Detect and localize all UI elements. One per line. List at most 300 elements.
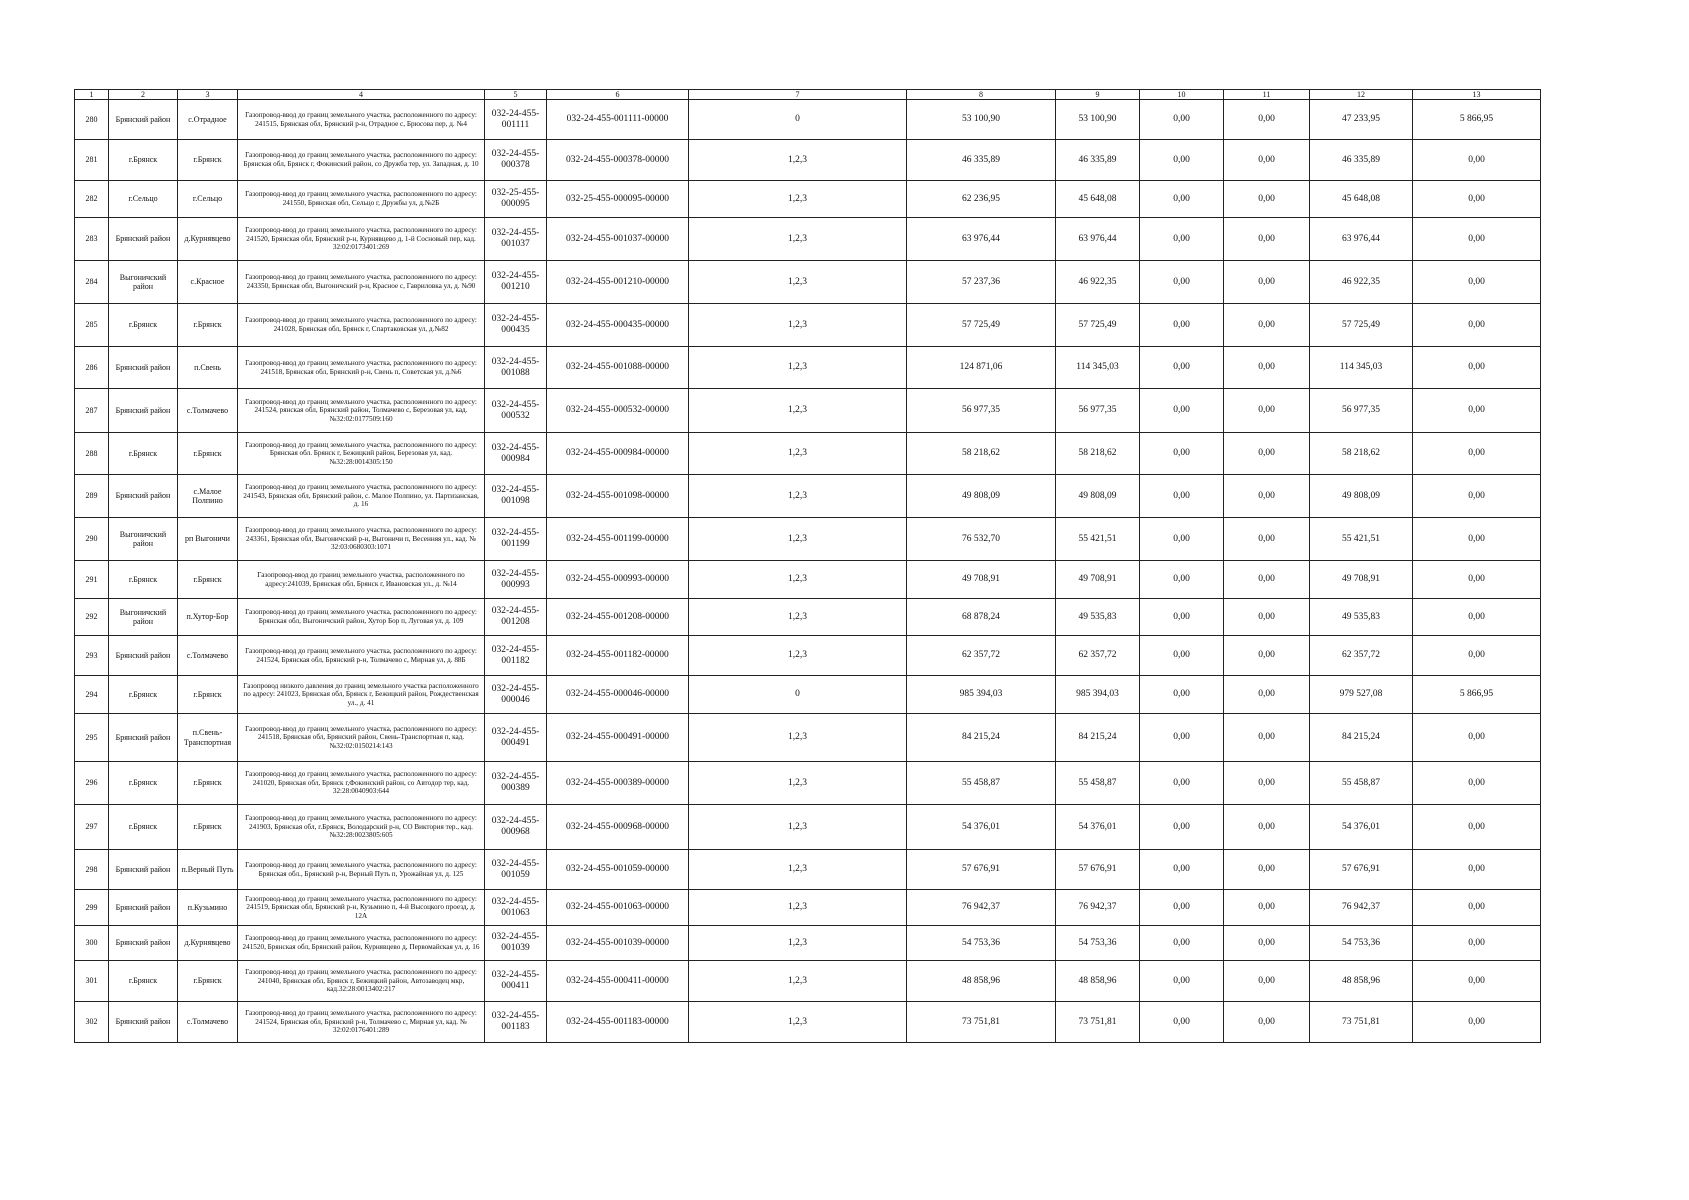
amount-cell: 0,00 bbox=[1413, 347, 1541, 389]
amount-cell: 49 808,09 bbox=[1310, 475, 1413, 518]
settlement-cell: г.Брянск bbox=[178, 805, 238, 850]
settlement-cell: рп Выгоничи bbox=[178, 518, 238, 561]
object-address-cell: Газопровод-ввод до границ земельного участка, расположенного по адресу: 241520, Брянская обл, Брянский р-н, Курнявцево д, 1-й Сосновый пер, кад. 32:02:0173401:269 bbox=[238, 218, 485, 261]
amount-cell: 0,00 bbox=[1140, 100, 1224, 140]
object-code-cell: 032-24-455-000411-00000 bbox=[547, 961, 689, 1002]
amount-cell: 0,00 bbox=[1413, 1002, 1541, 1043]
object-address-cell: Газопровод-ввод до границ земельного участка, расположенного по адресу: 241518, Брянская обл, Брянский р-н, Свень п, Советская ул, д.№6 bbox=[238, 347, 485, 389]
table-row bbox=[75, 926, 1541, 961]
amount-cell: 84 215,24 bbox=[1056, 714, 1140, 762]
row-number-cell: 280 bbox=[75, 100, 109, 140]
table-row bbox=[75, 218, 1541, 261]
settlement-cell: п.Хутор-Бор bbox=[178, 599, 238, 636]
amount-cell: 0,00 bbox=[1140, 714, 1224, 762]
table-row bbox=[75, 100, 1541, 140]
amount-cell: 56 977,35 bbox=[907, 389, 1056, 433]
object-code-cell: 032-24-455-000378-00000 bbox=[547, 140, 689, 181]
amount-cell: 0,00 bbox=[1224, 762, 1310, 805]
row-number-cell: 294 bbox=[75, 676, 109, 714]
amount-cell: 54 376,01 bbox=[907, 805, 1056, 850]
amount-cell: 0,00 bbox=[1140, 475, 1224, 518]
object-code-cell: 032-24-455-001208-00000 bbox=[547, 599, 689, 636]
amount-cell: 49 535,83 bbox=[1310, 599, 1413, 636]
amount-cell: 57 676,91 bbox=[1310, 850, 1413, 890]
amount-cell: 57 725,49 bbox=[1056, 304, 1140, 347]
amount-cell: 0,00 bbox=[1140, 140, 1224, 181]
row-number-cell: 298 bbox=[75, 850, 109, 890]
amount-cell: 54 376,01 bbox=[1056, 805, 1140, 850]
district-cell: г.Брянск bbox=[109, 762, 178, 805]
amount-cell: 0,00 bbox=[1224, 389, 1310, 433]
district-cell: г.Сельцо bbox=[109, 181, 178, 218]
table-row bbox=[75, 636, 1541, 676]
object-code-cell: 032-24-455-001063-00000 bbox=[547, 890, 689, 926]
inventory-number-cell: 032-24-455-001039 bbox=[485, 926, 547, 961]
object-address-cell: Газопровод-ввод до границ земельного участка, расположенного по адресу: 243361, Брянская обл, Выгоничский р-н, Выгоничи п, Весенняя ул., кад. № 32:03:0680303:1071 bbox=[238, 518, 485, 561]
amount-cell: 73 751,81 bbox=[907, 1002, 1056, 1043]
amount-cell: 0,00 bbox=[1413, 140, 1541, 181]
row-number-cell: 283 bbox=[75, 218, 109, 261]
category-cell: 1,2,3 bbox=[689, 714, 907, 762]
district-cell: Брянский район bbox=[109, 1002, 178, 1043]
amount-cell: 76 942,37 bbox=[1310, 890, 1413, 926]
inventory-number-cell: 032-24-455-001059 bbox=[485, 850, 547, 890]
settlement-cell: г.Сельцо bbox=[178, 181, 238, 218]
object-code-cell: 032-24-455-000435-00000 bbox=[547, 304, 689, 347]
district-cell: Брянский район bbox=[109, 100, 178, 140]
row-number-cell: 289 bbox=[75, 475, 109, 518]
column-header: 1 bbox=[75, 90, 109, 100]
district-cell: Брянский район bbox=[109, 926, 178, 961]
row-number-cell: 297 bbox=[75, 805, 109, 850]
object-address-cell: Газопровод-ввод до границ земельного участка, расположенного по адресу: 241524, Брянская обл, Брянский р-н, Толмачево с, Мирная ул, кад. № 32:02:0176401:289 bbox=[238, 1002, 485, 1043]
table-row bbox=[75, 140, 1541, 181]
object-address-cell: Газопровод-ввод до границ земельного участка, расположенного по адресу: Брянская обл., Брянский р-н, Верный Путь п, Урожайная ул, д. 125 bbox=[238, 850, 485, 890]
amount-cell: 57 725,49 bbox=[1310, 304, 1413, 347]
district-cell: Выгоничский район bbox=[109, 518, 178, 561]
category-cell: 1,2,3 bbox=[689, 1002, 907, 1043]
amount-cell: 0,00 bbox=[1413, 961, 1541, 1002]
inventory-number-cell: 032-24-455-001199 bbox=[485, 518, 547, 561]
amount-cell: 45 648,08 bbox=[1310, 181, 1413, 218]
category-cell: 1,2,3 bbox=[689, 475, 907, 518]
table-row bbox=[75, 261, 1541, 304]
row-number-cell: 291 bbox=[75, 561, 109, 599]
table-row bbox=[75, 181, 1541, 218]
amount-cell: 0,00 bbox=[1140, 1002, 1224, 1043]
amount-cell: 46 922,35 bbox=[1310, 261, 1413, 304]
inventory-number-cell: 032-24-455-000046 bbox=[485, 676, 547, 714]
amount-cell: 49 708,91 bbox=[1310, 561, 1413, 599]
amount-cell: 62 357,72 bbox=[907, 636, 1056, 676]
inventory-number-cell: 032-24-455-001210 bbox=[485, 261, 547, 304]
column-header: 5 bbox=[485, 90, 547, 100]
object-address-cell: Газопровод-ввод до границ земельного участка, расположенного по адресу:241039, Брянская обл, Брянск г, Ивановская ул., д. №14 bbox=[238, 561, 485, 599]
table-row bbox=[75, 762, 1541, 805]
table-row bbox=[75, 475, 1541, 518]
amount-cell: 56 977,35 bbox=[1056, 389, 1140, 433]
category-cell: 1,2,3 bbox=[689, 140, 907, 181]
object-address-cell: Газопровод-ввод до границ земельного участка, расположенного по адресу: 241524, рянская обл, Брянский район, Толмачево с, Березовая ул, кад. №32:02:0177509:160 bbox=[238, 389, 485, 433]
amount-cell: 0,00 bbox=[1140, 961, 1224, 1002]
object-address-cell: Газопровод-ввод до границ земельного участка, расположенного по адресу: 241543, Брянская обл, Брянский район, с. Малое Полпино, ул. Партизанская, д. 16 bbox=[238, 475, 485, 518]
category-cell: 1,2,3 bbox=[689, 347, 907, 389]
category-cell: 1,2,3 bbox=[689, 961, 907, 1002]
amount-cell: 0,00 bbox=[1224, 518, 1310, 561]
table-row bbox=[75, 599, 1541, 636]
object-code-cell: 032-24-455-000389-00000 bbox=[547, 762, 689, 805]
amount-cell: 63 976,44 bbox=[1056, 218, 1140, 261]
category-cell: 1,2,3 bbox=[689, 890, 907, 926]
row-number-cell: 290 bbox=[75, 518, 109, 561]
object-code-cell: 032-25-455-000095-00000 bbox=[547, 181, 689, 218]
object-address-cell: Газопровод-ввод до границ земельного участка, расположенного по адресу: 241519, Брянская обл, Брянский р-н, Кузьмино п, 4-й Высоцкого проезд, д. 12А bbox=[238, 890, 485, 926]
inventory-number-cell: 032-24-455-001208 bbox=[485, 599, 547, 636]
row-number-cell: 281 bbox=[75, 140, 109, 181]
amount-cell: 0,00 bbox=[1413, 304, 1541, 347]
amount-cell: 0,00 bbox=[1413, 261, 1541, 304]
settlement-cell: с.Малое Полпино bbox=[178, 475, 238, 518]
amount-cell: 48 858,96 bbox=[1056, 961, 1140, 1002]
amount-cell: 0,00 bbox=[1413, 636, 1541, 676]
amount-cell: 49 708,91 bbox=[1056, 561, 1140, 599]
amount-cell: 55 458,87 bbox=[907, 762, 1056, 805]
inventory-number-cell: 032-24-455-001098 bbox=[485, 475, 547, 518]
amount-cell: 57 676,91 bbox=[907, 850, 1056, 890]
amount-cell: 0,00 bbox=[1413, 850, 1541, 890]
object-code-cell: 032-24-455-000491-00000 bbox=[547, 714, 689, 762]
settlement-cell: г.Брянск bbox=[178, 140, 238, 181]
inventory-number-cell: 032-24-455-000389 bbox=[485, 762, 547, 805]
amount-cell: 0,00 bbox=[1224, 850, 1310, 890]
table-body bbox=[75, 100, 1541, 1043]
settlement-cell: г.Брянск bbox=[178, 561, 238, 599]
object-code-cell: 032-24-455-001098-00000 bbox=[547, 475, 689, 518]
object-code-cell: 032-24-455-001037-00000 bbox=[547, 218, 689, 261]
settlement-cell: с.Толмачево bbox=[178, 636, 238, 676]
column-header: 9 bbox=[1056, 90, 1140, 100]
settlement-cell: д.Курнявцево bbox=[178, 218, 238, 261]
inventory-number-cell: 032-25-455-000095 bbox=[485, 181, 547, 218]
row-number-cell: 300 bbox=[75, 926, 109, 961]
object-code-cell: 032-24-455-000984-00000 bbox=[547, 433, 689, 475]
amount-cell: 49 535,83 bbox=[1056, 599, 1140, 636]
amount-cell: 55 421,51 bbox=[1056, 518, 1140, 561]
inventory-number-cell: 032-24-455-001183 bbox=[485, 1002, 547, 1043]
object-code-cell: 032-24-455-001199-00000 bbox=[547, 518, 689, 561]
district-cell: Брянский район bbox=[109, 850, 178, 890]
district-cell: Брянский район bbox=[109, 714, 178, 762]
amount-cell: 0,00 bbox=[1224, 475, 1310, 518]
amount-cell: 49 708,91 bbox=[907, 561, 1056, 599]
amount-cell: 0,00 bbox=[1413, 599, 1541, 636]
object-code-cell: 032-24-455-001111-00000 bbox=[547, 100, 689, 140]
inventory-number-cell: 032-24-455-001063 bbox=[485, 890, 547, 926]
amount-cell: 46 335,89 bbox=[907, 140, 1056, 181]
amount-cell: 0,00 bbox=[1140, 433, 1224, 475]
amount-cell: 0,00 bbox=[1413, 389, 1541, 433]
amount-cell: 45 648,08 bbox=[1056, 181, 1140, 218]
table-row bbox=[75, 676, 1541, 714]
amount-cell: 0,00 bbox=[1140, 347, 1224, 389]
district-cell: Брянский район bbox=[109, 636, 178, 676]
amount-cell: 84 215,24 bbox=[1310, 714, 1413, 762]
object-address-cell: Газопровод-ввод до границ земельного участка, расположенного по адресу: 243350, Брянская обл, Выгоничский р-н, Красное с, Гавриловка ул, д. №90 bbox=[238, 261, 485, 304]
table-row bbox=[75, 1002, 1541, 1043]
column-header: 12 bbox=[1310, 90, 1413, 100]
inventory-number-cell: 032-24-455-001182 bbox=[485, 636, 547, 676]
object-code-cell: 032-24-455-000046-00000 bbox=[547, 676, 689, 714]
amount-cell: 0,00 bbox=[1413, 926, 1541, 961]
settlement-cell: п.Свень-Транспортная bbox=[178, 714, 238, 762]
amount-cell: 53 100,90 bbox=[907, 100, 1056, 140]
inventory-number-cell: 032-24-455-000378 bbox=[485, 140, 547, 181]
amount-cell: 5 866,95 bbox=[1413, 100, 1541, 140]
row-number-cell: 288 bbox=[75, 433, 109, 475]
amount-cell: 57 676,91 bbox=[1056, 850, 1140, 890]
document-page bbox=[74, 89, 1540, 1043]
row-number-cell: 293 bbox=[75, 636, 109, 676]
district-cell: г.Брянск bbox=[109, 961, 178, 1002]
amount-cell: 47 233,95 bbox=[1310, 100, 1413, 140]
amount-cell: 49 808,09 bbox=[1056, 475, 1140, 518]
amount-cell: 0,00 bbox=[1140, 599, 1224, 636]
category-cell: 1,2,3 bbox=[689, 518, 907, 561]
amount-cell: 0,00 bbox=[1140, 926, 1224, 961]
amount-cell: 56 977,35 bbox=[1310, 389, 1413, 433]
amount-cell: 0,00 bbox=[1413, 805, 1541, 850]
amount-cell: 63 976,44 bbox=[1310, 218, 1413, 261]
amount-cell: 114 345,03 bbox=[1056, 347, 1140, 389]
amount-cell: 53 100,90 bbox=[1056, 100, 1140, 140]
district-cell: г.Брянск bbox=[109, 561, 178, 599]
table-row bbox=[75, 518, 1541, 561]
settlement-cell: п.Свень bbox=[178, 347, 238, 389]
amount-cell: 979 527,08 bbox=[1310, 676, 1413, 714]
amount-cell: 54 376,01 bbox=[1310, 805, 1413, 850]
column-header: 2 bbox=[109, 90, 178, 100]
object-address-cell: Газопровод-ввод до границ земельного участка, расположенного по адресу: Брянская обл, Брянск г, Фокинский район, со Дружба тер, ул. Западная, д. 10 bbox=[238, 140, 485, 181]
table-row bbox=[75, 890, 1541, 926]
amount-cell: 0,00 bbox=[1413, 714, 1541, 762]
amount-cell: 0,00 bbox=[1224, 1002, 1310, 1043]
amount-cell: 0,00 bbox=[1413, 433, 1541, 475]
column-header: 10 bbox=[1140, 90, 1224, 100]
category-cell: 1,2,3 bbox=[689, 926, 907, 961]
district-cell: Брянский район bbox=[109, 218, 178, 261]
amount-cell: 0,00 bbox=[1224, 890, 1310, 926]
amount-cell: 0,00 bbox=[1224, 100, 1310, 140]
table-row bbox=[75, 433, 1541, 475]
inventory-number-cell: 032-24-455-001037 bbox=[485, 218, 547, 261]
inventory-number-cell: 032-24-455-001088 bbox=[485, 347, 547, 389]
table-row bbox=[75, 714, 1541, 762]
inventory-number-cell: 032-24-455-000968 bbox=[485, 805, 547, 850]
amount-cell: 0,00 bbox=[1140, 304, 1224, 347]
amount-cell: 0,00 bbox=[1224, 676, 1310, 714]
table-row bbox=[75, 389, 1541, 433]
object-address-cell: Газопровод-ввод до границ земельного участка, расположенного по адресу: 241040, Брянская обл, Брянск г, Бежицкий район, Автозаводец мкр, кад.32:28:0013402:217 bbox=[238, 961, 485, 1002]
row-number-cell: 287 bbox=[75, 389, 109, 433]
object-code-cell: 032-24-455-000532-00000 bbox=[547, 389, 689, 433]
amount-cell: 0,00 bbox=[1413, 181, 1541, 218]
column-header: 13 bbox=[1413, 90, 1541, 100]
district-cell: Брянский район bbox=[109, 347, 178, 389]
category-cell: 1,2,3 bbox=[689, 762, 907, 805]
district-cell: Брянский район bbox=[109, 475, 178, 518]
row-number-cell: 299 bbox=[75, 890, 109, 926]
row-number-cell: 286 bbox=[75, 347, 109, 389]
category-cell: 1,2,3 bbox=[689, 850, 907, 890]
amount-cell: 48 858,96 bbox=[1310, 961, 1413, 1002]
table-row bbox=[75, 561, 1541, 599]
settlement-cell: с.Толмачево bbox=[178, 389, 238, 433]
amount-cell: 0,00 bbox=[1224, 805, 1310, 850]
table-row bbox=[75, 347, 1541, 389]
category-cell: 1,2,3 bbox=[689, 561, 907, 599]
amount-cell: 46 335,89 bbox=[1310, 140, 1413, 181]
table-row bbox=[75, 961, 1541, 1002]
category-cell: 1,2,3 bbox=[689, 805, 907, 850]
district-cell: г.Брянск bbox=[109, 433, 178, 475]
district-cell: Брянский район bbox=[109, 389, 178, 433]
district-cell: г.Брянск bbox=[109, 676, 178, 714]
asset-register-table bbox=[74, 89, 1541, 1043]
amount-cell: 985 394,03 bbox=[907, 676, 1056, 714]
inventory-number-cell: 032-24-455-000435 bbox=[485, 304, 547, 347]
amount-cell: 0,00 bbox=[1140, 805, 1224, 850]
settlement-cell: г.Брянск bbox=[178, 676, 238, 714]
settlement-cell: с.Отрадное bbox=[178, 100, 238, 140]
amount-cell: 0,00 bbox=[1413, 762, 1541, 805]
settlement-cell: г.Брянск bbox=[178, 304, 238, 347]
column-header: 11 bbox=[1224, 90, 1310, 100]
table-row bbox=[75, 850, 1541, 890]
amount-cell: 76 942,37 bbox=[907, 890, 1056, 926]
amount-cell: 0,00 bbox=[1413, 518, 1541, 561]
amount-cell: 76 942,37 bbox=[1056, 890, 1140, 926]
district-cell: Брянский район bbox=[109, 890, 178, 926]
row-number-cell: 285 bbox=[75, 304, 109, 347]
settlement-cell: п.Кузьмино bbox=[178, 890, 238, 926]
inventory-number-cell: 032-24-455-000532 bbox=[485, 389, 547, 433]
amount-cell: 0,00 bbox=[1224, 261, 1310, 304]
object-code-cell: 032-24-455-001059-00000 bbox=[547, 850, 689, 890]
table-row bbox=[75, 805, 1541, 850]
object-address-cell: Газопровод-ввод до границ земельного участка, расположенного по адресу: Брянская обл, Выгоничский район, Хутор Бор п, Луговая ул, д. 109 bbox=[238, 599, 485, 636]
amount-cell: 0,00 bbox=[1140, 890, 1224, 926]
district-cell: г.Брянск bbox=[109, 304, 178, 347]
district-cell: г.Брянск bbox=[109, 140, 178, 181]
amount-cell: 0,00 bbox=[1413, 218, 1541, 261]
amount-cell: 55 421,51 bbox=[1310, 518, 1413, 561]
table-row bbox=[75, 304, 1541, 347]
amount-cell: 0,00 bbox=[1224, 961, 1310, 1002]
amount-cell: 124 871,06 bbox=[907, 347, 1056, 389]
amount-cell: 84 215,24 bbox=[907, 714, 1056, 762]
settlement-cell: п.Верный Путь bbox=[178, 850, 238, 890]
amount-cell: 0,00 bbox=[1224, 304, 1310, 347]
amount-cell: 0,00 bbox=[1413, 475, 1541, 518]
category-cell: 1,2,3 bbox=[689, 636, 907, 676]
amount-cell: 0,00 bbox=[1224, 561, 1310, 599]
amount-cell: 0,00 bbox=[1224, 714, 1310, 762]
amount-cell: 0,00 bbox=[1140, 181, 1224, 218]
amount-cell: 62 236,95 bbox=[907, 181, 1056, 218]
amount-cell: 0,00 bbox=[1224, 218, 1310, 261]
amount-cell: 58 218,62 bbox=[1056, 433, 1140, 475]
district-cell: Выгоничский район bbox=[109, 599, 178, 636]
amount-cell: 0,00 bbox=[1224, 347, 1310, 389]
amount-cell: 0,00 bbox=[1224, 140, 1310, 181]
inventory-number-cell: 032-24-455-000411 bbox=[485, 961, 547, 1002]
row-number-cell: 284 bbox=[75, 261, 109, 304]
column-header: 6 bbox=[547, 90, 689, 100]
row-number-cell: 302 bbox=[75, 1002, 109, 1043]
column-header: 3 bbox=[178, 90, 238, 100]
amount-cell: 0,00 bbox=[1140, 561, 1224, 599]
object-code-cell: 032-24-455-001182-00000 bbox=[547, 636, 689, 676]
settlement-cell: г.Брянск bbox=[178, 762, 238, 805]
amount-cell: 46 335,89 bbox=[1056, 140, 1140, 181]
amount-cell: 0,00 bbox=[1140, 676, 1224, 714]
amount-cell: 54 753,36 bbox=[907, 926, 1056, 961]
amount-cell: 0,00 bbox=[1413, 890, 1541, 926]
amount-cell: 0,00 bbox=[1140, 850, 1224, 890]
amount-cell: 0,00 bbox=[1140, 762, 1224, 805]
amount-cell: 985 394,03 bbox=[1056, 676, 1140, 714]
object-address-cell: Газопровод-ввод до границ земельного участка, расположенного по адресу: 241550, Брянская обл, Сельцо г, Дружбы ул, д.№2Б bbox=[238, 181, 485, 218]
column-header: 4 bbox=[238, 90, 485, 100]
category-cell: 1,2,3 bbox=[689, 389, 907, 433]
object-code-cell: 032-24-455-001210-00000 bbox=[547, 261, 689, 304]
amount-cell: 0,00 bbox=[1140, 389, 1224, 433]
category-cell: 1,2,3 bbox=[689, 218, 907, 261]
amount-cell: 62 357,72 bbox=[1056, 636, 1140, 676]
inventory-number-cell: 032-24-455-001111 bbox=[485, 100, 547, 140]
object-address-cell: Газопровод-ввод до границ земельного участка, расположенного по адресу: 241518, Брянская обл, Брянский район, Свень-Транспортная п, кад. №32:02:0150214:143 bbox=[238, 714, 485, 762]
amount-cell: 49 808,09 bbox=[907, 475, 1056, 518]
amount-cell: 68 878,24 bbox=[907, 599, 1056, 636]
amount-cell: 5 866,95 bbox=[1413, 676, 1541, 714]
amount-cell: 73 751,81 bbox=[1310, 1002, 1413, 1043]
category-cell: 0 bbox=[689, 100, 907, 140]
row-number-cell: 301 bbox=[75, 961, 109, 1002]
column-header: 7 bbox=[689, 90, 907, 100]
object-code-cell: 032-24-455-001183-00000 bbox=[547, 1002, 689, 1043]
settlement-cell: г.Брянск bbox=[178, 961, 238, 1002]
row-number-cell: 295 bbox=[75, 714, 109, 762]
object-address-cell: Газопровод-ввод до границ земельного участка, расположенного по адресу: 241524, Брянская обл, Брянский р-н, Толмачево с, Мирная ул, д. 88Б bbox=[238, 636, 485, 676]
amount-cell: 0,00 bbox=[1224, 599, 1310, 636]
object-address-cell: Газопровод-ввод до границ земельного участка, расположенного по адресу: Брянская обл. Брянск г, Бежицкий район, Березовая ул, кад. №32:28:0014305:150 bbox=[238, 433, 485, 475]
category-cell: 1,2,3 bbox=[689, 433, 907, 475]
amount-cell: 46 922,35 bbox=[1056, 261, 1140, 304]
amount-cell: 54 753,36 bbox=[1056, 926, 1140, 961]
column-header: 8 bbox=[907, 90, 1056, 100]
settlement-cell: д.Курнявцево bbox=[178, 926, 238, 961]
settlement-cell: с.Толмачево bbox=[178, 1002, 238, 1043]
row-number-cell: 282 bbox=[75, 181, 109, 218]
amount-cell: 62 357,72 bbox=[1310, 636, 1413, 676]
category-cell: 0 bbox=[689, 676, 907, 714]
amount-cell: 0,00 bbox=[1140, 261, 1224, 304]
object-address-cell: Газопровод-ввод до границ земельного участка, расположенного по адресу: 241903, Брянская обл, г.Брянск, Володарский р-н, СО Виктория тер., кад. №32:28:0023805:605 bbox=[238, 805, 485, 850]
category-cell: 1,2,3 bbox=[689, 181, 907, 218]
object-address-cell: Газопровод низкого давления до границ земельного участка расположенного по адресу: 241023, Брянская обл, Брянск г, Бежицкий район, Рождественская ул., д. 41 bbox=[238, 676, 485, 714]
district-cell: г.Брянск bbox=[109, 805, 178, 850]
row-number-cell: 296 bbox=[75, 762, 109, 805]
